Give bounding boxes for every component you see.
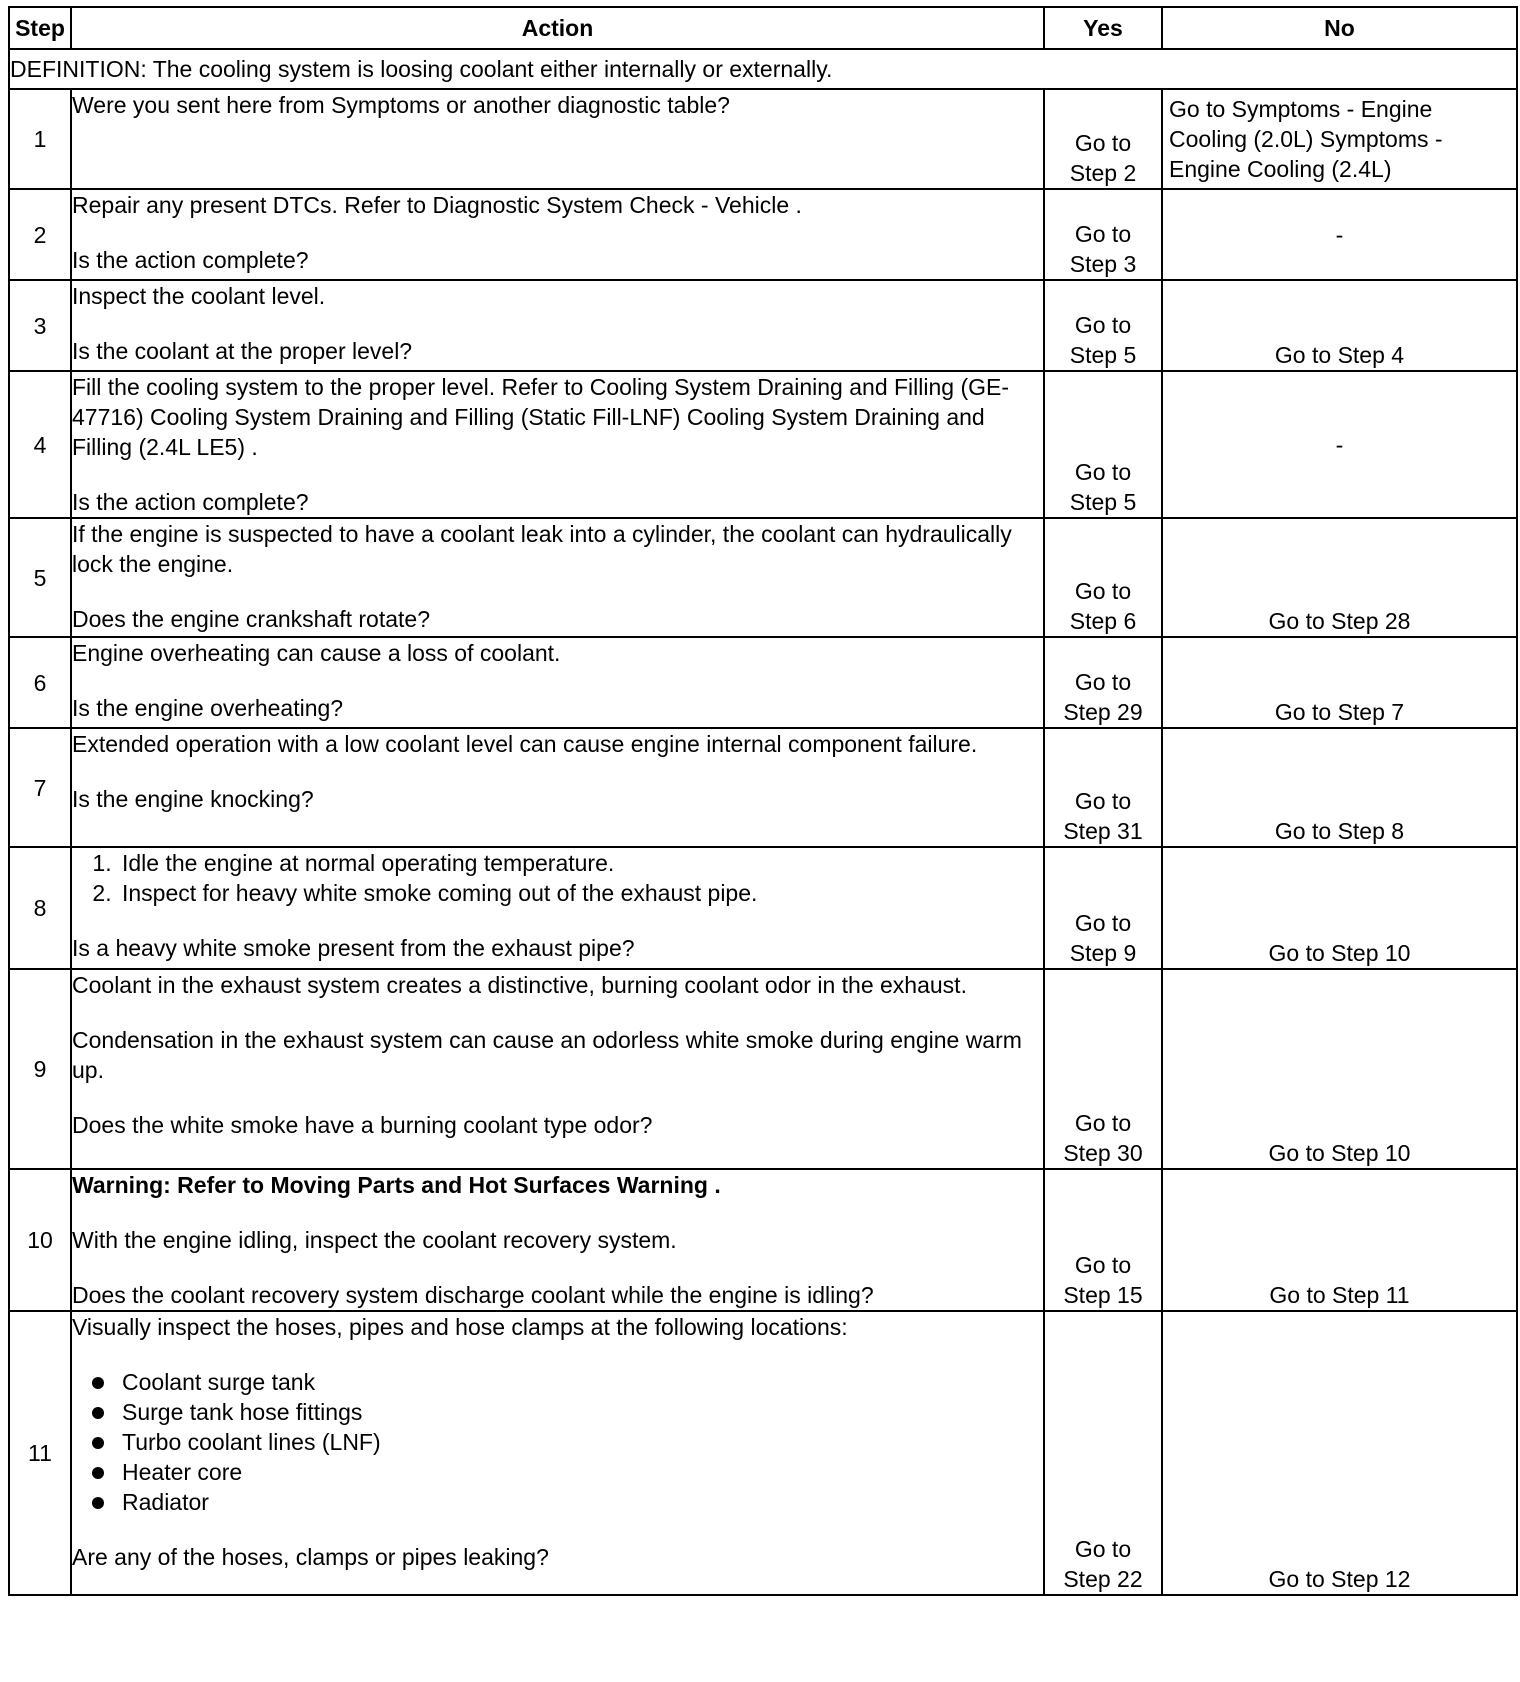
yes-cell [1044, 518, 1162, 637]
yes-cell [1044, 1169, 1162, 1311]
table-row [9, 1169, 1517, 1311]
action-text: Condensation in the exhaust system can cause an odorless white smoke during engine warm up. [72, 1027, 1022, 1083]
yes-step: Step 6 [1069, 608, 1137, 634]
diagnostic-table [8, 6, 1518, 1596]
no-cell: - [1162, 371, 1517, 518]
yes-cell [1044, 1311, 1162, 1595]
list-item [118, 1427, 1043, 1457]
no-cell: Go to Step 4 [1162, 280, 1517, 371]
list-item [118, 1487, 1043, 1517]
bullet-icon [92, 1497, 104, 1509]
question-text: Is the engine overheating? [72, 695, 344, 721]
bullet-text: Heater core [122, 1459, 243, 1485]
question-text: Is the coolant at the proper level? [72, 338, 413, 364]
bullet-list [72, 1367, 1043, 1517]
action-cell [71, 847, 1044, 969]
list-item: 2. Inspect for heavy white smoke coming out of the exhaust pipe. [118, 878, 1043, 908]
no-cell: Go to Step 10 [1162, 847, 1517, 969]
bullet-text: Surge tank hose fittings [122, 1399, 363, 1425]
question-text: Does the engine crankshaft rotate? [72, 606, 431, 632]
action-cell [71, 728, 1044, 847]
no-cell: Go to Step 11 [1162, 1169, 1517, 1311]
step-number: 8 [9, 847, 71, 969]
list-item: 1. Idle the engine at normal operating temperature. [118, 848, 1043, 878]
step-number: 4 [9, 371, 71, 518]
question-text: Is the action complete? [72, 489, 309, 515]
yes-step: Step 9 [1069, 940, 1137, 966]
list-item [118, 1397, 1043, 1427]
action-text: With the engine idling, inspect the coolant recovery system. [72, 1227, 677, 1253]
table-row [9, 728, 1517, 847]
header-row [9, 7, 1517, 49]
header-yes: Yes [1044, 7, 1162, 49]
yes-line: Go to [1074, 910, 1132, 936]
action-cell [71, 1169, 1044, 1311]
yes-step: Step 2 [1069, 160, 1137, 186]
action-text: Visually inspect the hoses, pipes and hose clamps at the following locations: [72, 1314, 848, 1340]
action-cell [71, 189, 1044, 280]
yes-step: Step 3 [1069, 251, 1137, 277]
action-cell [71, 518, 1044, 637]
question-text: Is the engine knocking? [72, 786, 314, 812]
bullet-icon [92, 1437, 104, 1449]
yes-line: Go to [1074, 459, 1132, 485]
yes-cell [1044, 189, 1162, 280]
action-cell [71, 637, 1044, 728]
step-number: 11 [9, 1311, 71, 1595]
header-no: No [1162, 7, 1517, 49]
table-row [9, 1311, 1517, 1595]
action-text: Engine overheating can cause a loss of coolant. [72, 640, 561, 666]
yes-line: Go to [1074, 788, 1132, 814]
action-cell [71, 969, 1044, 1169]
yes-step: Step 30 [1063, 1140, 1143, 1166]
action-text: Inspect the coolant level. [72, 283, 326, 309]
action-cell [71, 280, 1044, 371]
step-number: 7 [9, 728, 71, 847]
no-cell: Go to Step 7 [1162, 637, 1517, 728]
yes-line: Go to [1074, 221, 1132, 247]
action-text: Repair any present DTCs. Refer to Diagnostic System Check - Vehicle . [72, 192, 802, 218]
table-row [9, 637, 1517, 728]
yes-step: Step 15 [1063, 1282, 1143, 1308]
action-cell [71, 89, 1044, 189]
action-text: Fill the cooling system to the proper level. Refer to Cooling System Draining and Filling (GE-47716) Cooling System Draining and Filling (Static Fill-LNF) Cooling System Draining and Filling (2.4L LE5) . [72, 374, 1010, 460]
question-text: Does the white smoke have a burning coolant type odor? [72, 1112, 653, 1138]
yes-cell [1044, 637, 1162, 728]
table-row [9, 280, 1517, 371]
table-row [9, 969, 1517, 1169]
table-row [9, 371, 1517, 518]
yes-step: Step 22 [1063, 1566, 1143, 1592]
yes-line: Go to [1074, 578, 1132, 604]
yes-step: Step 31 [1063, 818, 1143, 844]
yes-cell [1044, 847, 1162, 969]
yes-step: Step 5 [1069, 489, 1137, 515]
question-text: Does the coolant recovery system discharge coolant while the engine is idling? [72, 1282, 874, 1308]
step-number: 1 [9, 89, 71, 189]
step-number: 5 [9, 518, 71, 637]
no-cell: Go to Step 28 [1162, 518, 1517, 637]
step-number: 10 [9, 1169, 71, 1311]
question-text: Is the action complete? [72, 247, 309, 273]
action-text: If the engine is suspected to have a coolant leak into a cylinder, the coolant can hydraulically lock the engine. [72, 521, 1012, 577]
step-number: 9 [9, 969, 71, 1169]
yes-cell [1044, 728, 1162, 847]
yes-line: Go to [1074, 312, 1132, 338]
table-row [9, 518, 1517, 637]
bullet-text: Turbo coolant lines (LNF) [122, 1429, 381, 1455]
action-text: Extended operation with a low coolant level can cause engine internal component failure. [72, 731, 978, 757]
step-number: 3 [9, 280, 71, 371]
no-cell: Go to Symptoms - Engine Cooling (2.0L) Symptoms - Engine Cooling (2.4L) [1162, 89, 1517, 189]
yes-step: Step 5 [1069, 342, 1137, 368]
bullet-icon [92, 1467, 104, 1479]
no-cell: Go to Step 12 [1162, 1311, 1517, 1595]
bullet-icon [92, 1377, 104, 1389]
header-step: Step [9, 7, 71, 49]
list-item [118, 1367, 1043, 1397]
question-text: Are any of the hoses, clamps or pipes leaking? [72, 1544, 549, 1570]
numbered-list [72, 848, 1043, 908]
action-cell [71, 371, 1044, 518]
action-cell [71, 1311, 1044, 1595]
bullet-text: Coolant surge tank [122, 1369, 316, 1395]
warning-text: Warning: Refer to Moving Parts and Hot Surfaces Warning . [72, 1172, 721, 1198]
bullet-text: Radiator [122, 1489, 209, 1515]
yes-cell [1044, 89, 1162, 189]
yes-cell [1044, 280, 1162, 371]
action-text: Were you sent here from Symptoms or another diagnostic table? [72, 92, 730, 118]
yes-line: Go to [1074, 130, 1132, 156]
list-item [118, 1457, 1043, 1487]
definition-text: DEFINITION: The cooling system is loosing coolant either internally or externally. [9, 49, 1517, 89]
yes-line: Go to [1074, 1252, 1132, 1278]
action-text: Coolant in the exhaust system creates a distinctive, burning coolant odor in the exhaust. [72, 972, 967, 998]
bullet-icon [92, 1407, 104, 1419]
yes-cell [1044, 371, 1162, 518]
no-cell: Go to Step 10 [1162, 969, 1517, 1169]
yes-line: Go to [1074, 669, 1132, 695]
header-action: Action [71, 7, 1044, 49]
yes-line: Go to [1074, 1110, 1132, 1136]
table-row [9, 189, 1517, 280]
yes-cell [1044, 969, 1162, 1169]
yes-line: Go to [1074, 1536, 1132, 1562]
yes-step: Step 29 [1063, 699, 1143, 725]
step-number: 2 [9, 189, 71, 280]
definition-row [9, 49, 1517, 89]
table-row [9, 847, 1517, 969]
no-cell: Go to Step 8 [1162, 728, 1517, 847]
table-row [9, 89, 1517, 189]
no-cell: - [1162, 189, 1517, 280]
question-text: Is a heavy white smoke present from the exhaust pipe? [72, 935, 635, 961]
step-number: 6 [9, 637, 71, 728]
